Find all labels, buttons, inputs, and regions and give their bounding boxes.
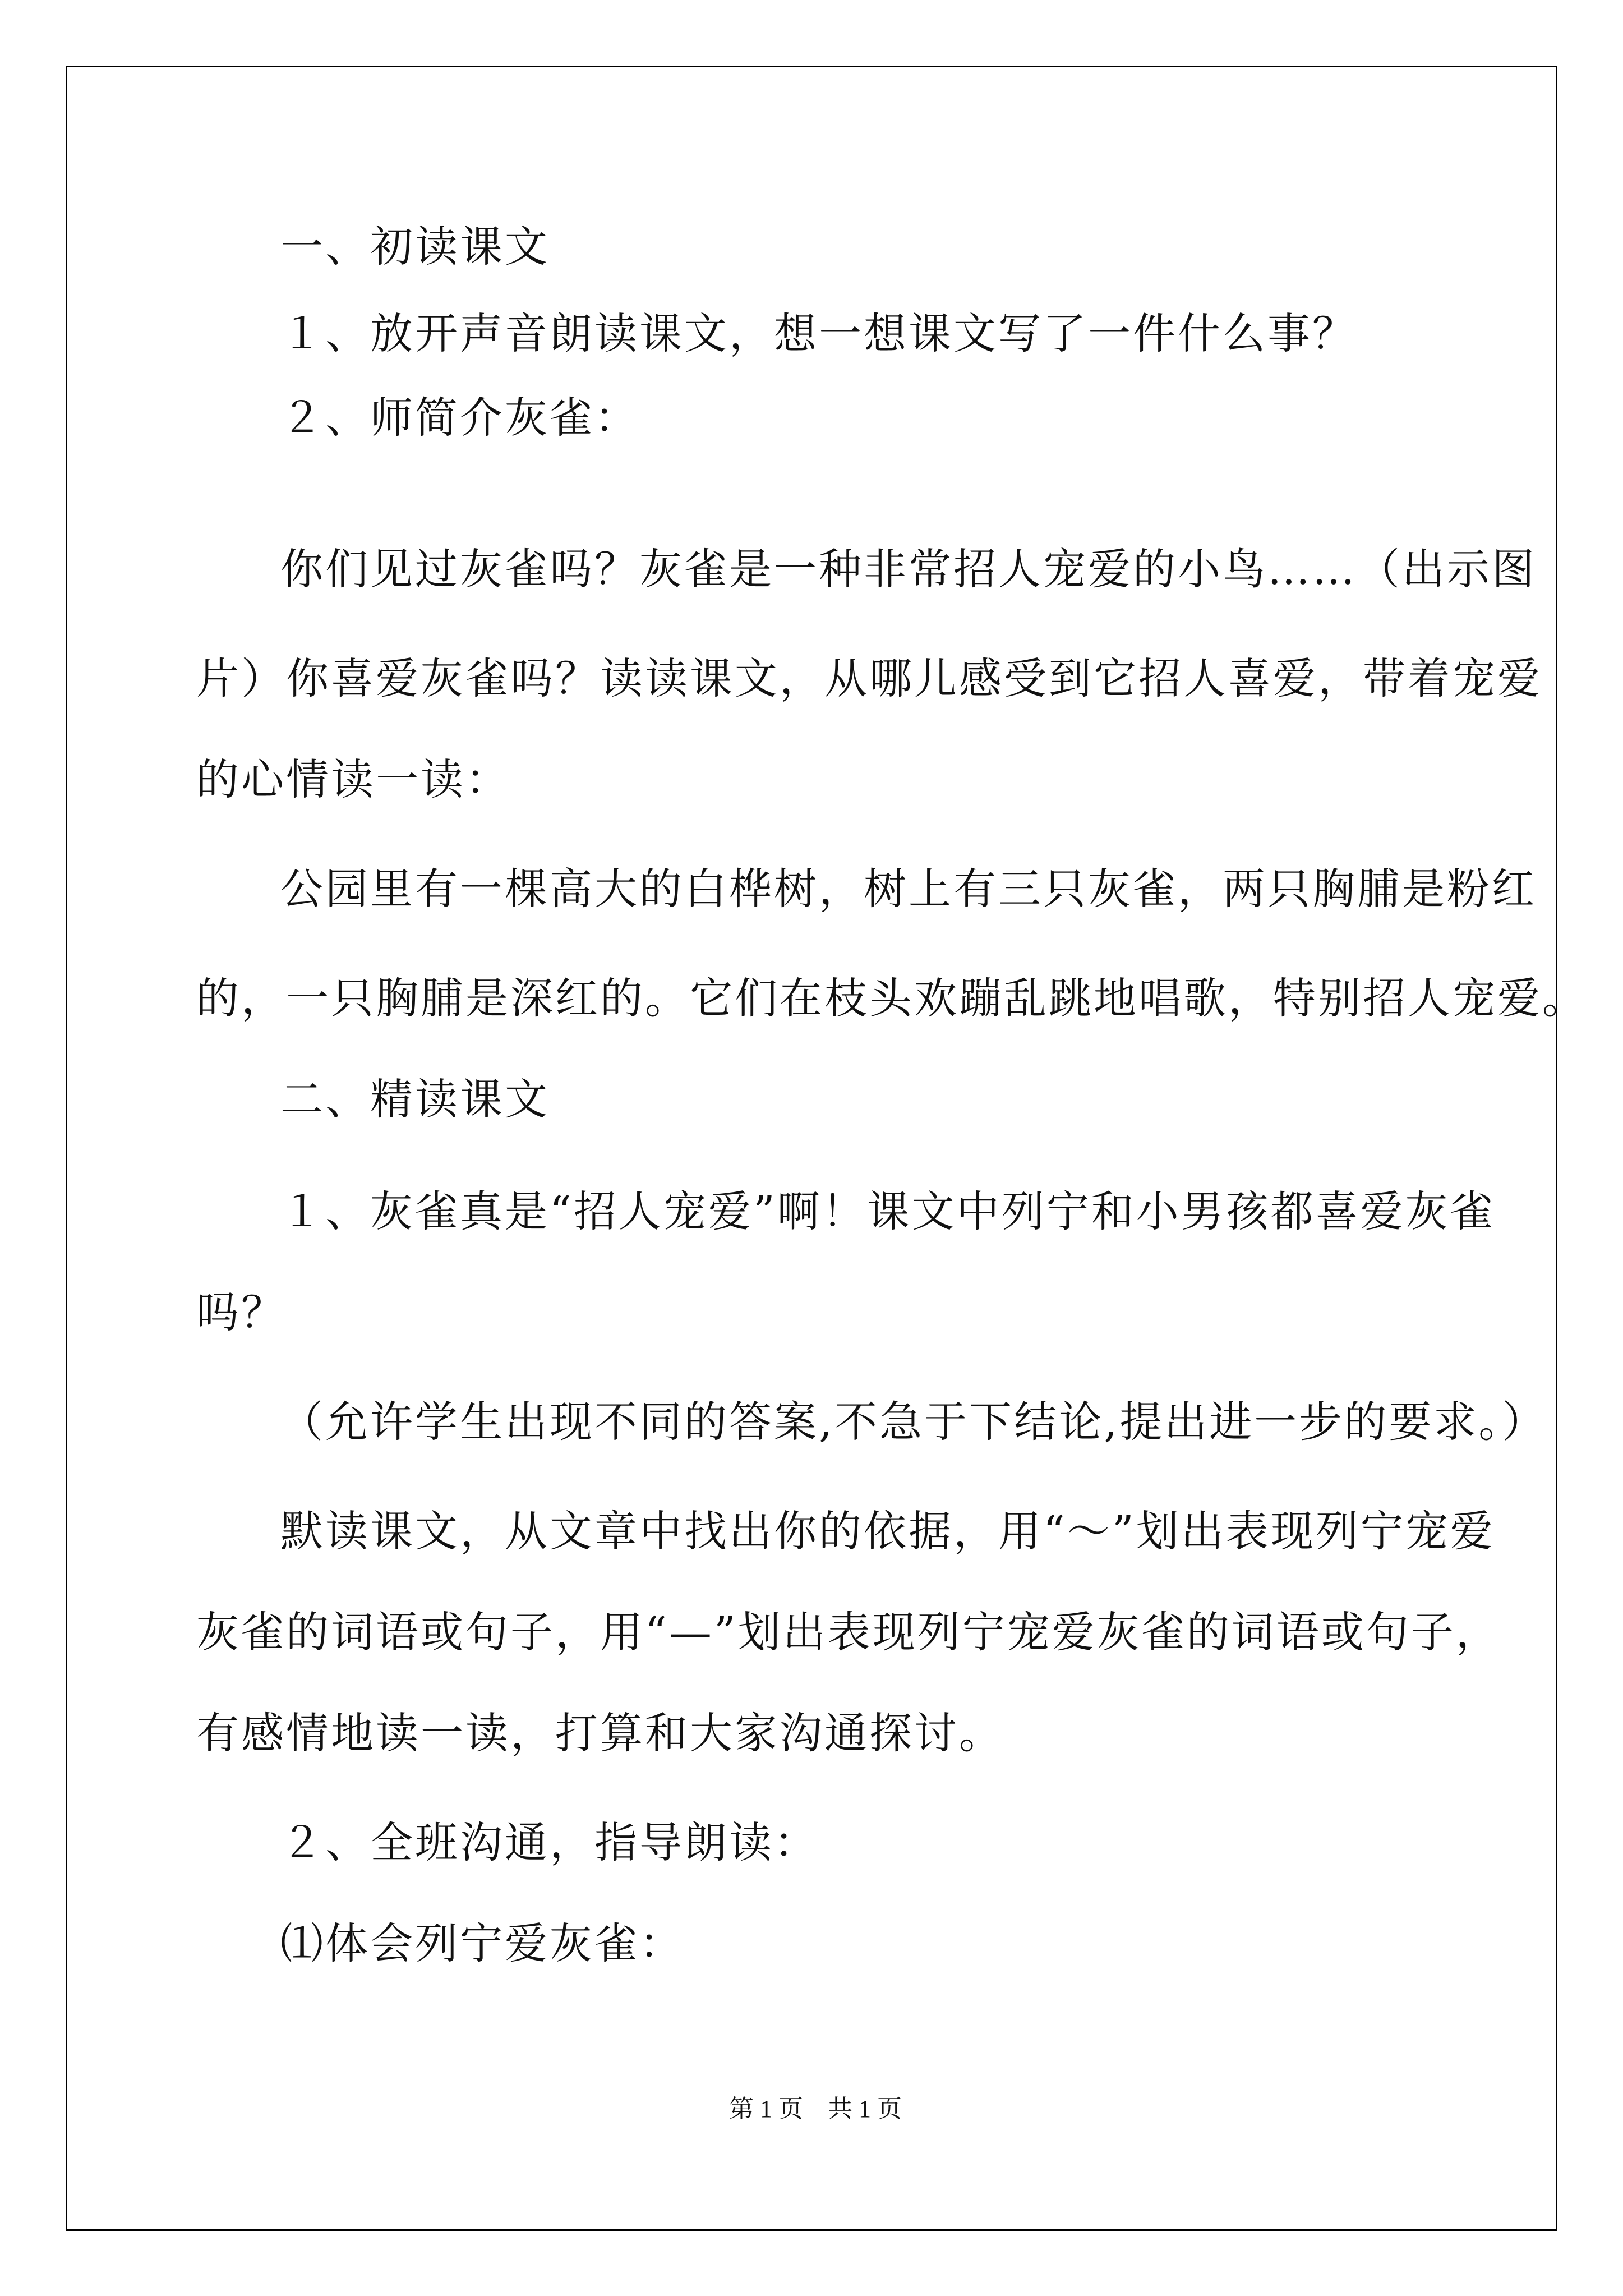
paragraph-item-2: ２、全班沟通，指导朗读：: [280, 1818, 819, 1867]
paragraph-line: 吗？: [196, 1287, 286, 1337]
heading-close-reading: 二、精读课文: [280, 1074, 550, 1124]
heading-first-reading: 一、初读课文: [280, 222, 550, 272]
paragraph-line: 你们见过灰雀吗？灰雀是一种非常招人宠爱的小鸟……（出示图: [280, 544, 1537, 594]
paragraph-subitem-1: ⑴体会列宁爱灰雀：: [280, 1918, 684, 1968]
paragraph-line: 灰雀的词语或句子，用“—”划出表现列宁宠爱灰雀的词语或句子，: [196, 1607, 1501, 1657]
paragraph-item-1: １、放开声音朗读课文，想一想课文写了一件什么事？: [280, 309, 1357, 358]
paragraph-line: 公园里有一棵高大的白桦树，树上有三只灰雀，两只胸脯是粉红: [280, 864, 1537, 914]
paragraph-line: （允许学生出现不同的答案,不急于下结论,提出进一步的要求。）: [280, 1397, 1547, 1447]
paragraph-line: 片）你喜爱灰雀吗？读读课文，从哪儿感受到它招人喜爱，带着宠爱: [196, 654, 1542, 703]
paragraph-item-2: ２、师简介灰雀：: [280, 393, 639, 443]
paragraph-line: 的心情读一读：: [196, 754, 510, 804]
paragraph-item-1: １、灰雀真是“招人宠爱”啊！课文中列宁和小男孩都喜爱灰雀: [280, 1186, 1495, 1236]
paragraph-line: 有感情地读一读，打算和大家沟通探讨。: [196, 1708, 1004, 1758]
paragraph-line: 默读课文，从文章中找出你的依据，用“～”划出表现列宁宠爱: [280, 1506, 1495, 1556]
page-number-footer: 第 1 页 共 1 页: [729, 2095, 902, 2123]
paragraph-line: 的，一只胸脯是深红的。它们在枝头欢蹦乱跳地唱歌，特别招人宠爱。: [196, 973, 1587, 1023]
